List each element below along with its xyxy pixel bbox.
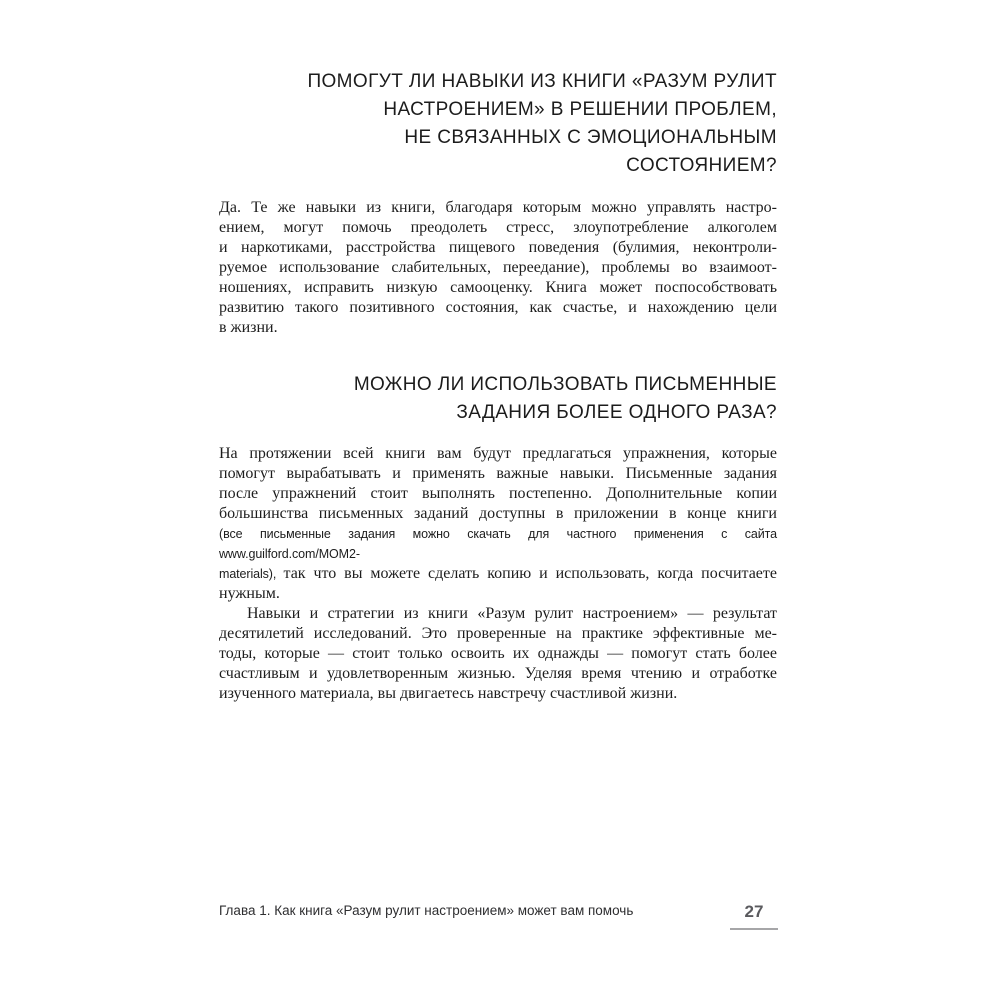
text-segment: так что вы можете сделать копию и использовать, когда посчитаете: [283, 565, 778, 582]
paragraphs-answer-second: [219, 444, 777, 704]
text-segment-url: materials),: [219, 567, 284, 581]
text-line: Да. Те же навыки из книги, благодаря которым можно управлять настро-: [219, 199, 777, 216]
page-number-rule: [730, 903, 778, 930]
paragraph-written-exercises: [219, 444, 777, 604]
text-line: тоды, которые — стоит только освоить их однажды — помогут стать более: [219, 645, 777, 662]
heading-line: ЗАДАНИЯ БОЛЕЕ ОДНОГО РАЗА?: [456, 402, 777, 423]
text-line: помогут вырабатывать и применять важные навыки. Письменные задания: [219, 465, 777, 482]
text-line: [219, 564, 777, 584]
page-number: 27: [744, 902, 764, 921]
text-line: На протяжении всей книги вам будут предлагаться упражнения, которые: [219, 445, 777, 462]
text-line-url: (все письменные задания можно скачать для частного применения с сайта www.guilford.com/MOM2-: [219, 527, 777, 561]
heading-line: СОСТОЯНИЕМ?: [626, 155, 777, 176]
text-line: развитию такого позитивного состояния, как счастье, и нахождению цели: [219, 299, 777, 316]
text-line: изученного материала, вы двигаетесь навстречу счастливой жизни.: [219, 685, 678, 702]
heading-line: НЕ СВЯЗАННЫХ С ЭМОЦИОНАЛЬНЫМ: [404, 127, 777, 148]
text-line: руемое использование слабительных, переедание), проблемы во взаимоот-: [219, 259, 777, 276]
question-heading-second: [219, 371, 777, 427]
question-heading-first: [219, 68, 777, 180]
heading-line: МОЖНО ЛИ ИСПОЛЬЗОВАТЬ ПИСЬМЕННЫЕ: [353, 374, 777, 395]
text-line: нужным.: [219, 585, 280, 602]
text-line: большинства письменных заданий доступны в приложении в конце книги: [219, 505, 777, 522]
paragraph-skills-strategies: [219, 604, 777, 704]
footer-chapter-title: Глава 1. Как книга «Разум рулит настроением» может вам помочь: [219, 903, 634, 918]
text-line: ением, могут помочь преодолеть стресс, злоупотребление алкоголем: [219, 219, 777, 236]
text-line: ношениях, исправить низкую самооценку. Книга может поспособствовать: [219, 279, 777, 296]
text-line: в жизни.: [219, 319, 278, 336]
text-line: после упражнений стоит выполнять постепенно. Дополнительные копии: [219, 485, 777, 502]
heading-line: НАСТРОЕНИЕМ» В РЕШЕНИИ ПРОБЛЕМ,: [383, 99, 777, 120]
text-line: десятилетий исследований. Это проверенные на практике эффективные ме-: [219, 625, 777, 642]
heading-line: ПОМОГУТ ЛИ НАВЫКИ ИЗ КНИГИ «РАЗУМ РУЛИТ: [307, 71, 777, 92]
page-footer: [219, 901, 778, 930]
text-line: счастливым и удовлетворенным жизнью. Уделяя время чтению и отработке: [219, 665, 777, 682]
text-line: и наркотиками, расстройства пищевого поведения (булимия, неконтроли-: [219, 239, 777, 256]
text-line: Навыки и стратегии из книги «Разум рулит настроением» — результат: [247, 605, 777, 622]
paragraph-answer-first: [219, 198, 777, 338]
